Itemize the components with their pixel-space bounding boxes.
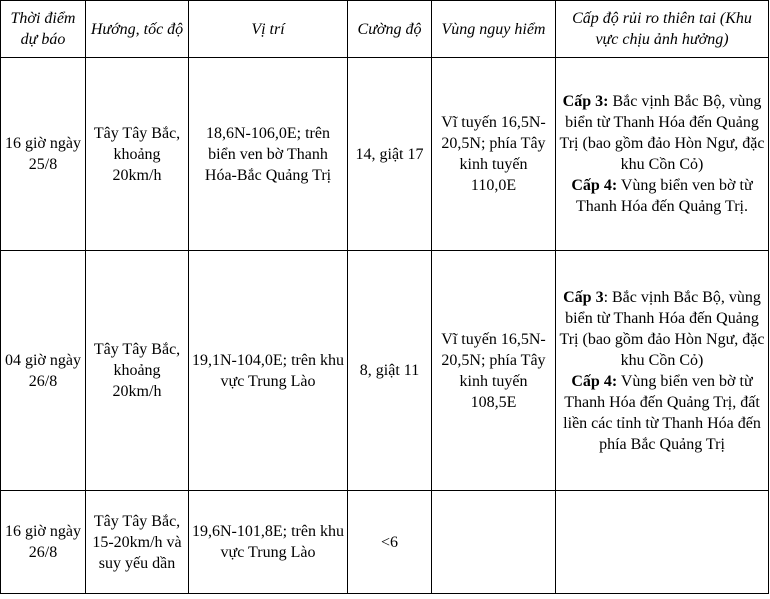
cell-risk	[556, 491, 769, 594]
table-row	[1, 251, 769, 491]
risk-level: Cấp 4:	[571, 372, 618, 390]
header-intensity: Cường độ	[348, 1, 432, 58]
header-risk: Cấp độ rủi ro thiên tai (Khu vực chịu ảnh hưởng)	[556, 1, 769, 58]
cell-danger-zone: Vĩ tuyến 16,5N-20,5N; phía Tây kinh tuyến 108,5E	[432, 251, 556, 491]
header-time: Thời điểm dự báo	[1, 1, 86, 58]
cell-position: 19,1N-104,0E; trên khu vực Trung Lào	[189, 251, 348, 491]
cell-direction: Tây Tây Bắc, 15-20km/h và suy yếu dần	[86, 491, 189, 594]
cell-intensity: 14, giật 17	[348, 58, 432, 251]
table-row	[1, 491, 769, 594]
cell-risk	[556, 58, 769, 251]
cell-direction: Tây Tây Bắc, khoảng 20km/h	[86, 251, 189, 491]
table-row	[1, 58, 769, 251]
risk-area: Bắc vịnh Bắc Bộ, vùng biển từ Thanh Hóa đến Quảng Trị (bao gồm đảo Hòn Ngư, đặc khu Cồn Cỏ)	[559, 93, 765, 173]
cell-position: 18,6N-106,0E; trên biển ven bờ Thanh Hóa-Bắc Quảng Trị	[189, 58, 348, 251]
risk-entry	[558, 91, 766, 175]
risk-level: Cấp 4:	[571, 177, 618, 194]
cell-intensity: 8, giật 11	[348, 251, 432, 491]
cell-time: 16 giờ ngày 26/8	[1, 491, 86, 594]
cell-intensity: <6	[348, 491, 432, 594]
risk-area: Vùng biển ven bờ từ Thanh Hóa đến Quảng Trị, đất liền các tỉnh từ Thanh Hóa đến phía Bắc Quảng Trị	[563, 372, 761, 453]
cell-position: 19,6N-101,8E; trên khu vực Trung Lào	[189, 491, 348, 594]
risk-area: Vùng biển ven bờ từ Thanh Hóa đến Quảng Trị.	[576, 177, 753, 215]
risk-entry	[558, 287, 766, 371]
risk-level: Cấp 3	[563, 288, 604, 306]
cell-direction: Tây Tây Bắc, khoảng 20km/h	[86, 58, 189, 251]
header-direction: Hướng, tốc độ	[86, 1, 189, 58]
cell-time: 04 giờ ngày 26/8	[1, 251, 86, 491]
risk-level: Cấp 3:	[562, 93, 609, 110]
cell-time: 16 giờ ngày 25/8	[1, 58, 86, 251]
risk-entry	[558, 371, 766, 455]
risk-entry	[558, 175, 766, 217]
cell-risk	[556, 251, 769, 491]
cell-danger-zone: Vĩ tuyến 16,5N-20,5N; phía Tây kinh tuyến 110,0E	[432, 58, 556, 251]
cell-danger-zone	[432, 491, 556, 594]
header-position: Vị trí	[189, 1, 348, 58]
risk-area: : Bắc vịnh Bắc Bộ, vùng biển từ Thanh Hóa đến Quảng Trị (bao gồm đảo Hòn Ngư, đặc khu Cồn Cỏ)	[559, 288, 765, 369]
table-header-row	[1, 1, 769, 58]
header-danger-zone: Vùng nguy hiểm	[432, 1, 556, 58]
